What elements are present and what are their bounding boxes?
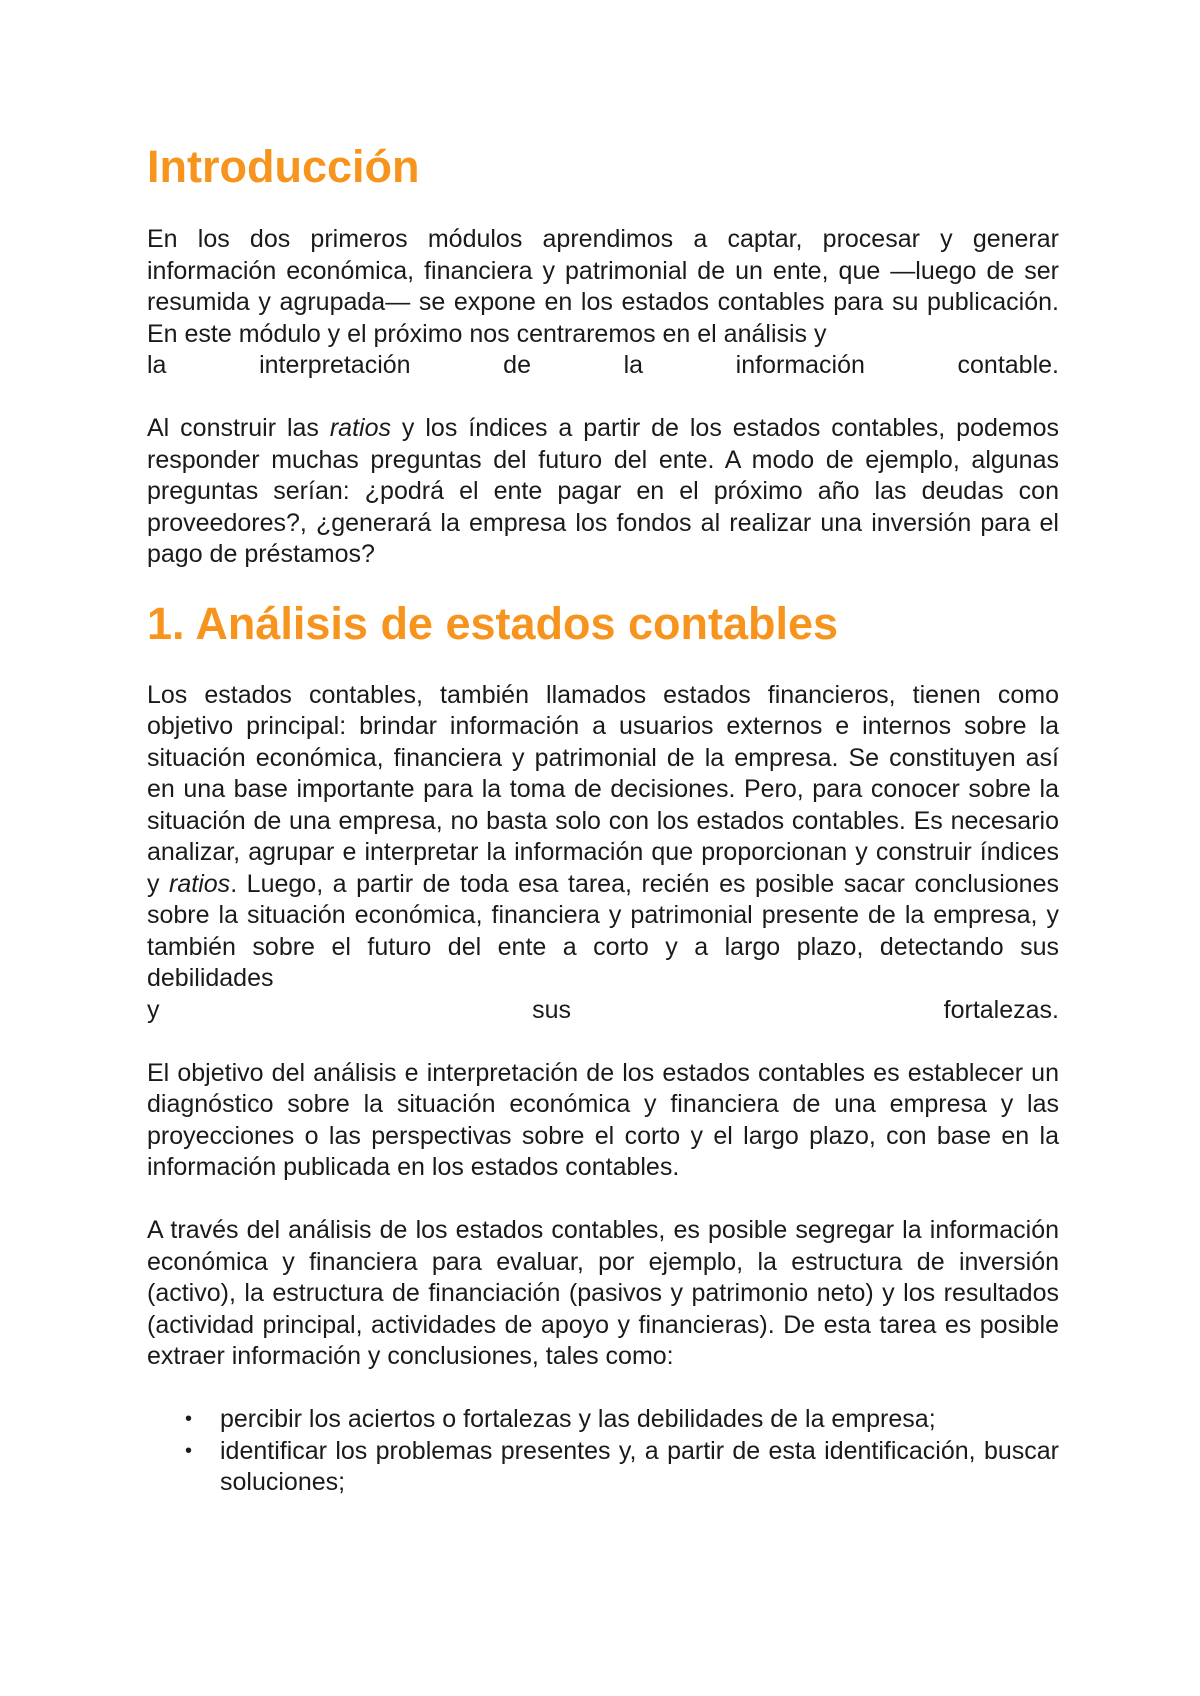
bullet-icon: •: [185, 1439, 193, 1462]
intro-paragraph-2-before: Al construir las: [147, 414, 330, 442]
section-1-paragraph-1-before: Los estados contables, también llamados estados financieros, tienen como objetivo principal: brindar información a usuarios externos e internos sobre la situación económica, financiera y patrimonial de la empresa. Se constituyen así en una base importante para la toma de decisiones. Pero, para conocer sobre la situación de una empresa, no basta solo con los estados contables. Es necesario analizar, agrupar e interpretar la información que proporcionan y construir índices y: [147, 680, 1059, 898]
intro-paragraph-2: [147, 413, 1059, 571]
conclusions-list: [147, 1404, 1059, 1499]
section-1-paragraph-1-after: . Luego, a partir de toda esa tarea, recién es posible sacar conclusiones sobre la situación económica, financiera y patrimonial presente de la empresa, y también sobre el futuro del ente a corto y a largo plazo, detectando sus debilidades: [147, 869, 1059, 992]
section-1-paragraph-1-last-line-text: y sus fortalezas.: [147, 995, 1059, 1024]
list-item-text: percibir los aciertos o fortalezas y las debilidades de la empresa;: [220, 1405, 936, 1433]
list-item: [147, 1404, 1059, 1436]
document-page: [147, 140, 1059, 1499]
list-item: [147, 1436, 1059, 1499]
section-1-paragraph-1-last-line: [147, 995, 1059, 1027]
section-1-paragraph-1: [147, 680, 1059, 995]
section-1-paragraph-2: El objetivo del análisis e interpretación de los estados contables es establecer un diagnóstico sobre la situación económica y financiera de una empresa y las proyecciones o las perspectivas sobre el corto y el largo plazo, con base en la información publicada en los estados contables.: [147, 1058, 1059, 1181]
list-item-text: identificar los problemas presentes y, a partir de esta identificación, buscar soluciones;: [220, 1436, 1059, 1496]
intro-paragraph-1-last-line-text: la interpretación de la información contable.: [147, 351, 1059, 379]
intro-paragraph-2-after: y los índices a partir de los estados contables, podemos responder muchas preguntas del futuro del ente. A modo de ejemplo, algunas preguntas serían: ¿podrá el ente pagar en el próximo año las deudas con proveedores?, ¿generará la empresa los fondos al realizar una inversión para el pago de préstamos?: [147, 414, 1060, 568]
section-1-heading: 1. Análisis de estados contables: [147, 597, 839, 649]
ratios-term-2: ratios: [169, 869, 231, 898]
intro-paragraph-1: [147, 224, 1059, 350]
bullet-icon: •: [185, 1408, 193, 1430]
intro-heading: Introducción: [147, 141, 420, 192]
intro-paragraph-1-text: En los dos primeros módulos aprendimos a captar, procesar y generar información económica, financiera y patrimonial de un ente, que —luego de ser resumida y agrupada— se expone en los estados contables para su publicación. En este módulo y el próximo nos centraremos en el análisis y: [147, 225, 1059, 348]
section-1-paragraph-3: A través del análisis de los estados contables, es posible segregar la información económica y financiera para evaluar, por ejemplo, la estructura de inversión (activo), la estructura de financiación (pasivos y patrimonio neto) y los resultados (actividad principal, actividades de apoyo y financieras). De esta tarea es posible extraer información y conclusiones, tales como:: [147, 1216, 1059, 1370]
ratios-term: ratios: [329, 414, 391, 442]
intro-paragraph-1-last-line: [147, 350, 1059, 382]
